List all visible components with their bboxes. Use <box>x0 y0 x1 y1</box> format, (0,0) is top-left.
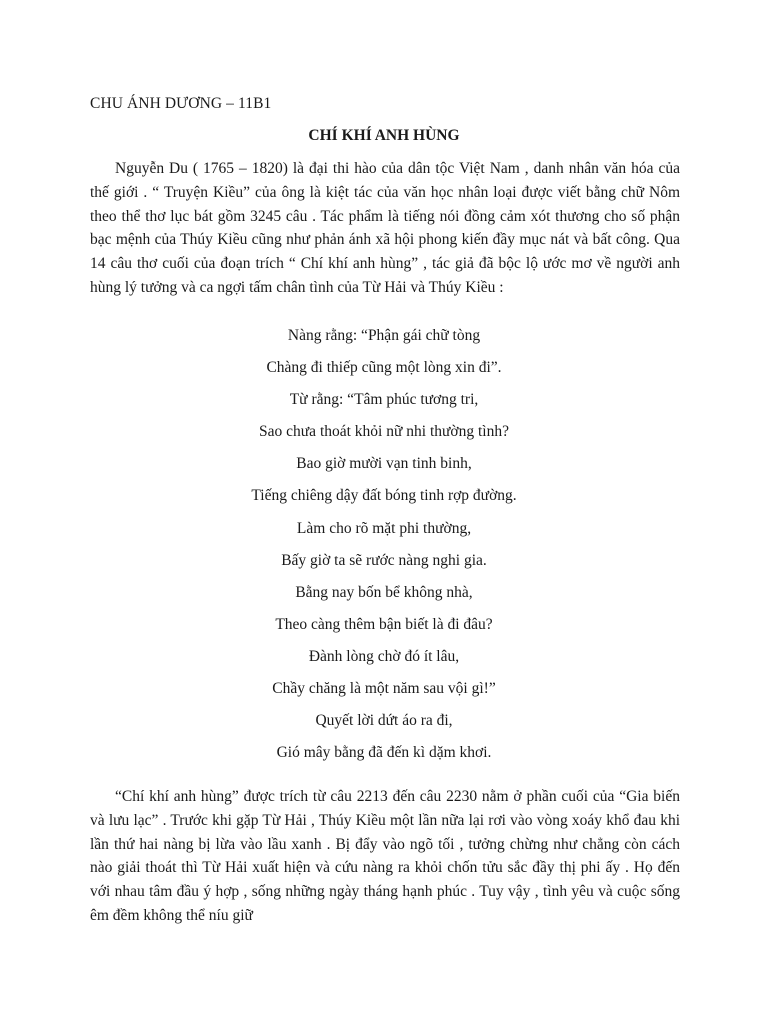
poem-line: Từ rằng: “Tâm phúc tương tri, <box>289 391 479 409</box>
essay-title: CHÍ KHÍ ANH HÙNG <box>308 127 460 144</box>
poem-line: Theo càng thêm bận biết là đi đâu? <box>275 615 493 633</box>
poem-line: Quyết lời dứt áo ra đi, <box>315 712 453 730</box>
poem-line: Tiếng chiêng dậy đất bóng tinh rợp đường. <box>251 487 517 505</box>
poem-line: Bằng nay bốn bể không nhà, <box>295 583 473 601</box>
poem-line: Đành lòng chờ đó ít lâu, <box>308 647 460 665</box>
author-line: CHU ÁNH DƯƠNG – 11B1 <box>90 95 272 112</box>
poem-line: Chàng đi thiếp cũng một lòng xin đi”. <box>266 359 502 377</box>
poem-line: Chầy chăng là một năm sau vội gì!” <box>272 680 496 698</box>
poem-line: Sao chưa thoát khỏi nữ nhi thường tình? <box>259 423 509 441</box>
poem-excerpt <box>0 326 768 775</box>
poem-line: Bao giờ mười vạn tinh binh, <box>296 455 472 473</box>
poem-line: Làm cho rõ mặt phi thường, <box>296 519 472 537</box>
analysis-paragraph: “Chí khí anh hùng” được trích từ câu 2213 đến câu 2230 nằm ở phần cuối của “Gia biến và lưu lạc” . Trước khi gặp Từ Hải , Thúy Kiều một lần nữa lại rơi vào vòng xoáy khổ đau khi lần thứ hai nàng bị lừa vào lầu xanh . Bị đẩy vào ngõ tối , tưởng chừng như chẳng còn cách nào giải thoát thì Từ Hải xuất hiện và cứu nàng ra khỏi chốn tửu sắc đầy thị phi ấy . Họ đến với nhau tâm đầu ý hợp , sống những ngày tháng hạnh phúc . Tuy vậy , tình yêu và cuộc sống êm đềm không thể níu giữ <box>90 788 680 924</box>
poem-line: Nàng rằng: “Phận gái chữ tòng <box>287 327 481 344</box>
poem-line: Bấy giờ ta sẽ rước nàng nghi gia. <box>281 551 487 569</box>
intro-paragraph: Nguyễn Du ( 1765 – 1820) là đại thi hào của dân tộc Việt Nam , danh nhân văn hóa của thế giới . “ Truyện Kiều” của ông là kiệt tác của văn học nhân loại được viết bằng chữ Nôm theo thể thơ lục bát gồm 3245 câu . Tác phẩm là tiếng nói đồng cảm xót thương cho số phận bạc mệnh của Thúy Kiều cũng như phản ánh xã hội phong kiến đầy mục nát và bất công. Qua 14 câu thơ cuối của đoạn trích “ Chí khí anh hùng” , tác giả đã bộc lộ ước mơ về người anh hùng lý tưởng và ca ngợi tấm chân tình của Từ Hải và Thúy Kiều : <box>90 160 680 296</box>
poem-line: Gió mây bằng đã đến kì dặm khơi. <box>276 744 492 762</box>
